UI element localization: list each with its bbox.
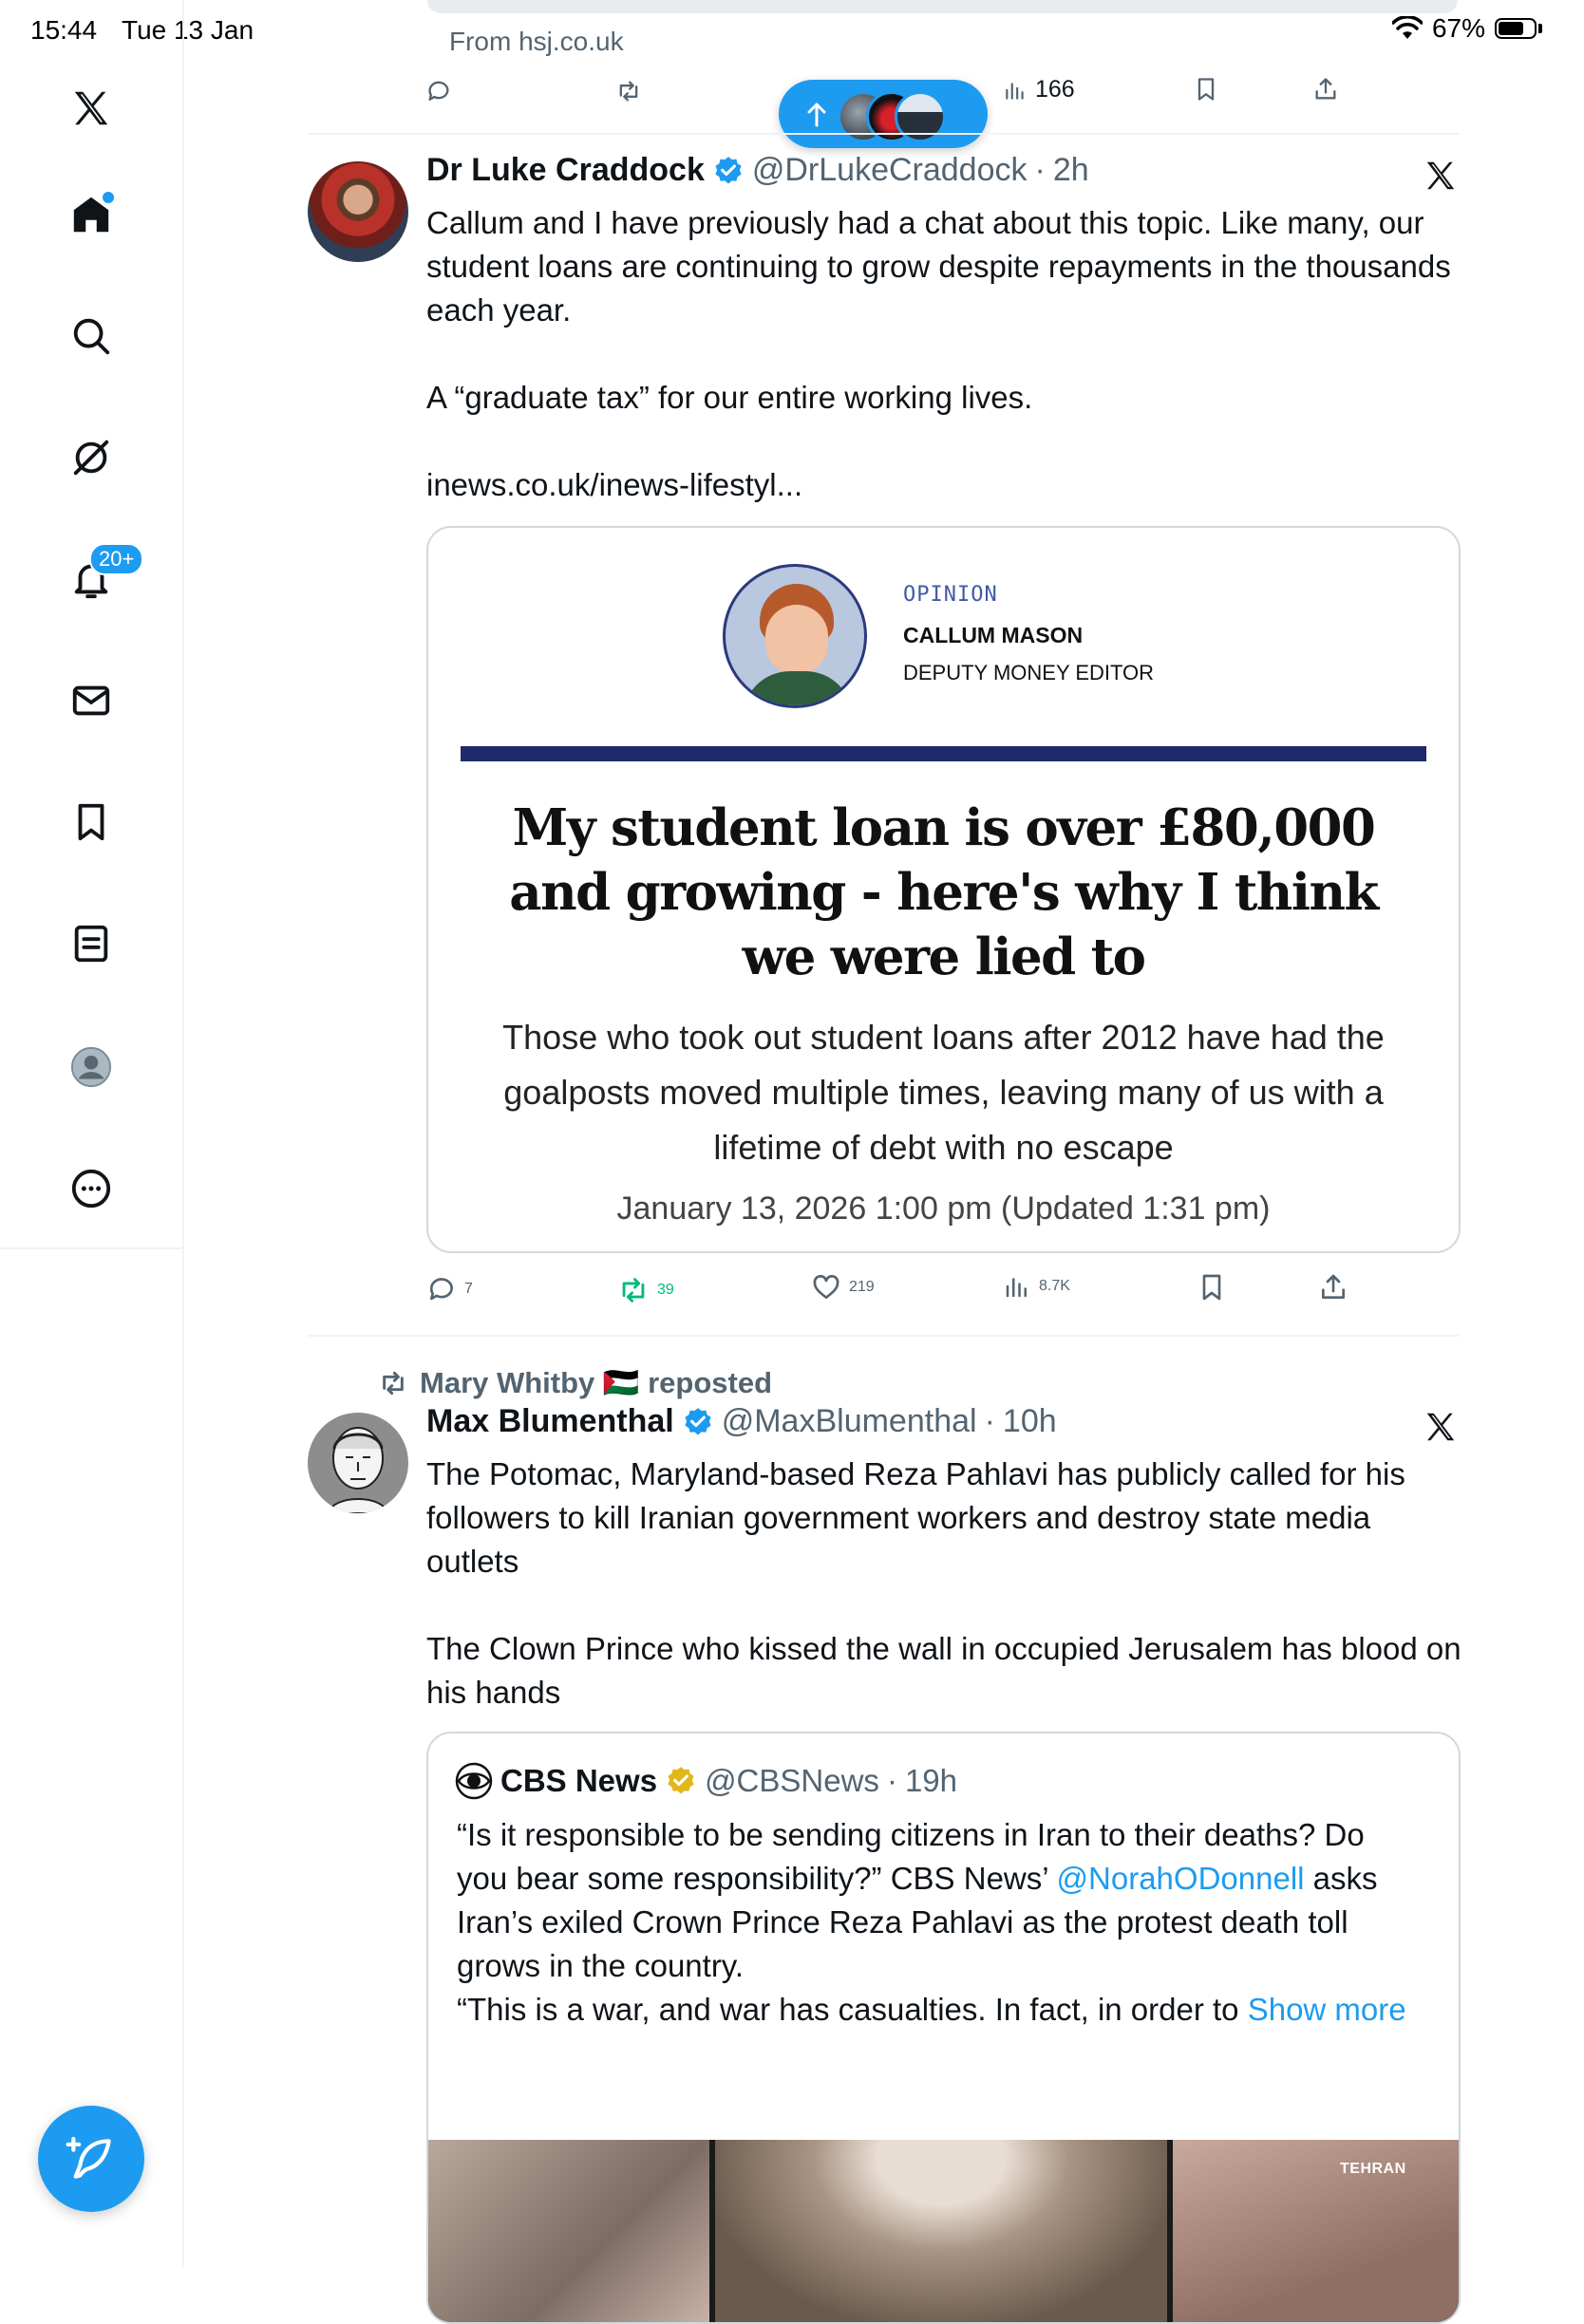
quote-text-a: “Is it responsible to be sending citizens in Iran to their deaths? Do you bear some responsibility?” CBS News’	[457, 1817, 1373, 1896]
messages-icon[interactable]	[61, 670, 122, 731]
video-thumbnail[interactable]	[428, 2140, 1459, 2322]
like-count: 219	[849, 1279, 875, 1295]
x-brand-icon[interactable]	[1423, 1409, 1459, 1445]
views-count: 166	[1035, 76, 1075, 103]
author-shirt	[743, 671, 853, 708]
previous-card-bottom	[427, 0, 1458, 13]
new-posts-pill[interactable]	[779, 80, 988, 148]
status-date: Tue 13 Jan	[122, 15, 255, 45]
article-author: CALLUM MASON	[903, 623, 1084, 647]
share-icon	[1318, 1272, 1348, 1303]
notifications-icon[interactable]	[61, 547, 135, 609]
avatar-max-blumenthal[interactable]	[308, 1413, 408, 1513]
tweet-header	[426, 1403, 1057, 1440]
home-icon[interactable]	[61, 184, 122, 245]
video-location-label: TEHRAN	[1340, 2161, 1406, 2177]
bookmark-button[interactable]	[1193, 76, 1219, 103]
wifi-icon	[1392, 16, 1423, 41]
gold-verified-icon	[665, 1765, 697, 1797]
quote-author-name[interactable]: CBS News	[500, 1763, 658, 1798]
search-icon[interactable]	[61, 306, 122, 366]
quote-text-2	[457, 1988, 1416, 2032]
article-rule	[461, 746, 1426, 761]
profile-icon[interactable]	[61, 1037, 122, 1097]
video-panel-right	[1173, 2140, 1459, 2322]
repost-count: 39	[657, 1282, 674, 1298]
cbs-eye-logo-icon	[455, 1762, 493, 1800]
article-date: January 13, 2026 1:00 pm (Updated 1:31 pm)	[616, 1190, 1271, 1227]
status-time: 15:44	[30, 15, 98, 45]
reply-icon	[425, 78, 452, 104]
battery-percent: 67%	[1431, 13, 1485, 43]
repost-button[interactable]	[615, 78, 642, 104]
views-icon	[1003, 78, 1028, 103]
like-button[interactable]	[811, 1272, 875, 1303]
share-button[interactable]	[1318, 1272, 1348, 1303]
bookmark-button[interactable]	[1197, 1272, 1227, 1303]
home-unread-dot	[101, 190, 116, 205]
views-icon	[1003, 1272, 1031, 1301]
article-kicker: OPINION	[903, 583, 998, 607]
post-time[interactable]: 10h	[1002, 1403, 1057, 1439]
bookmark-icon	[1193, 76, 1219, 103]
views-button[interactable]	[1003, 1272, 1070, 1301]
tweet-text-p2: A “graduate tax” for our entire working lives.	[426, 380, 1033, 415]
reply-count: 7	[464, 1281, 473, 1297]
bookmarks-icon[interactable]	[61, 792, 122, 853]
article-standfirst: Those who took out student loans after 2012 have had the goalposts moved multiple times, leaving many of us with a lifetime of debt with no escape	[502, 1018, 1385, 1167]
repost-icon	[378, 1368, 408, 1398]
x-logo-icon[interactable]	[61, 78, 122, 139]
article-author-role: DEPUTY MONEY EDITOR	[903, 661, 1155, 684]
arrow-up-icon	[805, 101, 828, 127]
more-icon[interactable]	[61, 1158, 122, 1219]
tweet-text-p1: The Potomac, Maryland-based Reza Pahlavi has publicly called for his followers to kill Iranian government workers and destroy state media outlets	[426, 1456, 1415, 1579]
grok-icon[interactable]	[61, 427, 122, 488]
dot-separator: ·	[1034, 152, 1046, 188]
reply-button[interactable]	[426, 1274, 473, 1304]
verified-badge-icon	[682, 1406, 714, 1438]
article-headline: My student loan is over £80,000 and growing - here's why I think we were lied to	[509, 798, 1378, 986]
reply-button[interactable]	[425, 78, 452, 104]
verified-badge-icon	[712, 155, 745, 187]
post-time[interactable]: 2h	[1052, 152, 1089, 188]
notification-badge: 20+	[89, 543, 143, 575]
mention-link[interactable]: @NorahODonnell	[1056, 1861, 1305, 1896]
link-source[interactable]: From hsj.co.uk	[449, 27, 624, 56]
views-count: 8.7K	[1039, 1278, 1070, 1294]
video-panel-center	[715, 2140, 1167, 2322]
reposted-by: Mary Whitby 🇵🇸 reposted	[420, 1366, 773, 1399]
battery-icon	[1495, 18, 1537, 39]
sidebar	[0, 0, 184, 2267]
repost-icon	[615, 78, 642, 104]
tweet-text-p1: Callum and I have previously had a chat about this topic. Like many, our student loans are continuing to grow despite repayments in the thousands each year.	[426, 205, 1460, 328]
author-handle[interactable]: @DrLukeCraddock	[751, 152, 1028, 188]
status-right	[1392, 13, 1542, 44]
author-name[interactable]: Max Blumenthal	[426, 1403, 674, 1439]
quote-header	[455, 1762, 957, 1800]
article-card[interactable]	[426, 526, 1461, 1253]
compose-button[interactable]	[38, 2106, 144, 2212]
quote-time[interactable]: 19h	[904, 1763, 957, 1798]
dot-separator: ·	[984, 1403, 995, 1439]
separator	[308, 1335, 1459, 1337]
bookmark-icon	[1197, 1272, 1227, 1303]
share-icon	[1312, 76, 1339, 103]
repost-context[interactable]	[378, 1365, 772, 1400]
quote-text-1	[457, 1813, 1416, 1988]
author-handle[interactable]: @MaxBlumenthal	[721, 1403, 977, 1439]
avatar-luke-craddock[interactable]	[308, 161, 408, 262]
heart-icon	[811, 1272, 841, 1303]
author-name[interactable]: Dr Luke Craddock	[426, 152, 705, 188]
views-button[interactable]	[1003, 76, 1075, 103]
quote-text-c: “This is a war, and war has casualties. In fact, in order to	[457, 1992, 1248, 2027]
compose-feather-icon	[65, 2132, 118, 2185]
share-button[interactable]	[1312, 76, 1339, 103]
quote-tweet[interactable]	[426, 1732, 1461, 2324]
battery-tip	[1538, 24, 1542, 33]
quote-text-b: asks Iran’s exiled Crown Prince Reza Pahlavi as the protest death toll grows in the country.	[457, 1861, 1386, 1983]
x-brand-icon[interactable]	[1423, 158, 1459, 194]
tweet-header	[426, 152, 1089, 189]
avatar-sketch	[308, 1413, 408, 1513]
repost-button[interactable]	[617, 1274, 674, 1306]
author-face	[765, 605, 828, 675]
video-panel-left	[428, 2140, 709, 2322]
sidebar-divider	[0, 1247, 182, 1249]
repost-icon	[617, 1274, 650, 1306]
lists-icon[interactable]	[61, 913, 122, 974]
author-photo	[723, 564, 867, 708]
dot-separator: ·	[886, 1763, 897, 1798]
tweet-link[interactable]: inews.co.uk/inews-lifestyl...	[426, 467, 803, 502]
tweet-text-p2: The Clown Prince who kissed the wall in occupied Jerusalem has blood on his hands	[426, 1631, 1470, 1710]
separator	[308, 133, 1459, 135]
quote-author-handle[interactable]: @CBSNews	[705, 1763, 879, 1798]
reply-icon	[426, 1274, 457, 1304]
show-more-link[interactable]: Show more	[1247, 1992, 1406, 2027]
